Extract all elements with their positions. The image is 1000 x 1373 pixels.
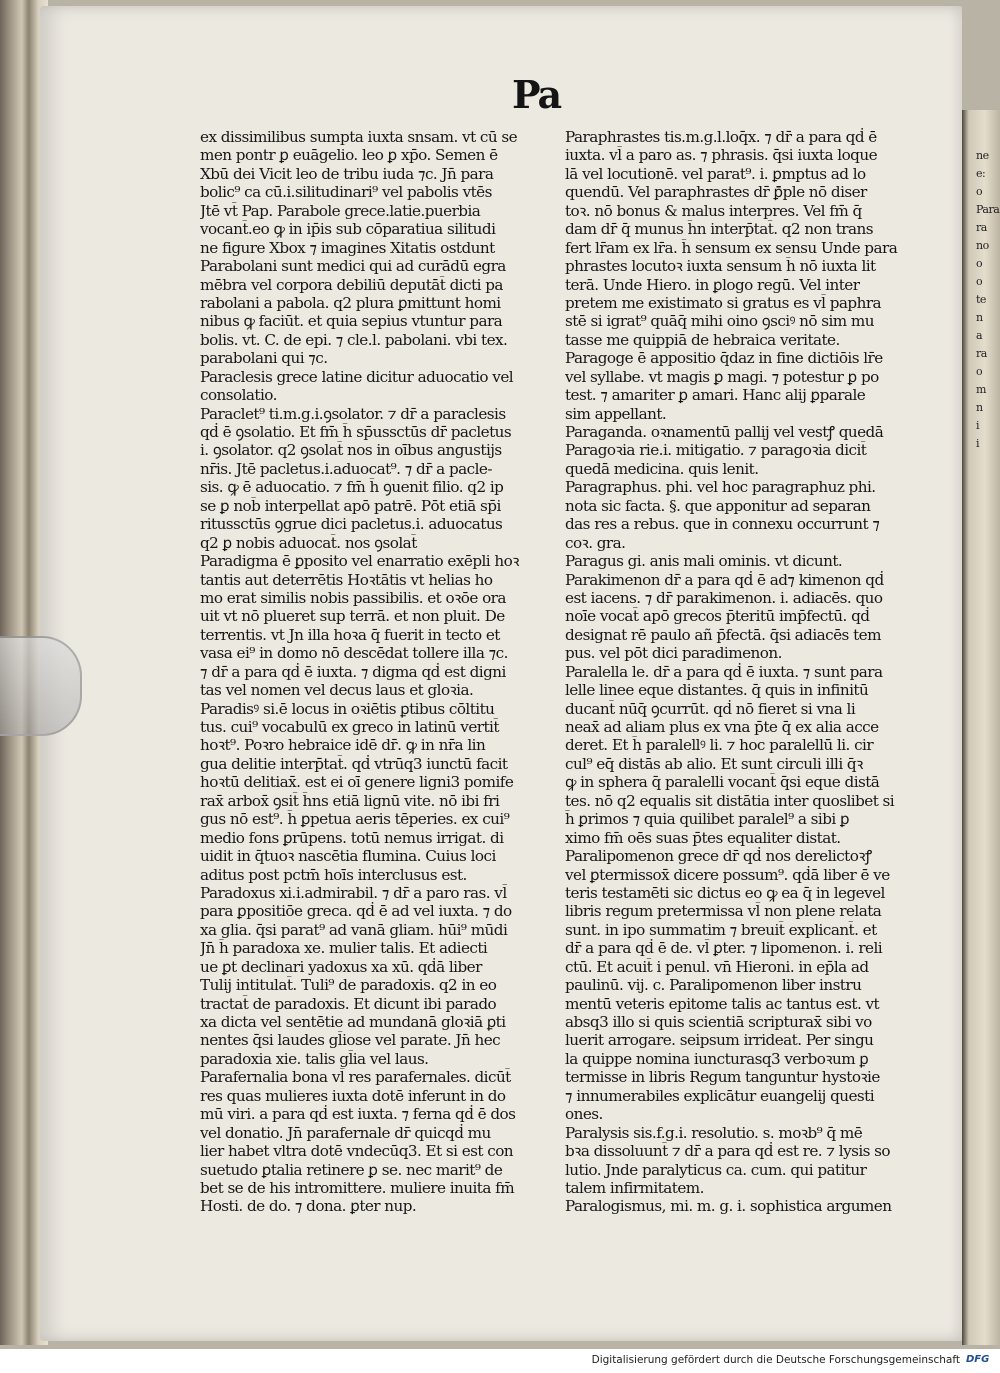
- text-line: iuxta. vl̄ a paro as. ⁊ phrasis. q̄si iuxta loque: [565, 146, 878, 165]
- text-line: ones.: [565, 1105, 603, 1124]
- text-line: uit vt nō plueret sup terrā. et non pluit. De: [200, 607, 505, 626]
- text-line: ritussctūs ꝯgrue dici pacletus.i. aduocatus: [200, 515, 503, 534]
- text-line: stē si igrat⁹ quāq̄ mihi oino ꝯsciꝰ nō sim mu: [565, 312, 875, 331]
- text-line: nota sic facta. §. que apponitur ad separan: [565, 496, 871, 515]
- text-line: q2 ꝑ nobis aduocat̄. nos ꝯsolat̄: [200, 533, 417, 552]
- text-line: ⁊ dr̄ a para qḋ ē iuxta. ⁊ digma qḋ est digni: [200, 662, 506, 681]
- text-line: Paralipomenon grece dr̄ qḋ nos derelictoꝛꝭ: [565, 847, 872, 866]
- text-line: sunt. in ipo summatim ⁊ breuit̄ explicant̄. et: [565, 920, 877, 939]
- text-line: nentes q̄si laudes gl̄iose vel parate. Jn̄ hec: [200, 1031, 501, 1050]
- text-line: Paragus gi. anis mali ominis. vt dicunt.: [565, 552, 843, 571]
- text-line: Paralysis sis.f.g.i. resolutio. s. moꝛb⁹ q̄ mē: [565, 1123, 863, 1142]
- text-line: Paradoxus xi.i.admirabil. ⁊ dr̄ a paro ras. vl̄: [200, 883, 507, 902]
- text-line: Parakimenon dr̄ a para qḋ ē ad⁊ kimenon qḋ: [565, 570, 884, 589]
- text-line: bet se de his intromittere. muliere inuita fm̄: [200, 1178, 515, 1197]
- text-line: ue ꝑt declinari yadoxus xa xū. qḋā liber: [200, 957, 482, 976]
- text-line: rax̄ arbox̄ ꝯsit̄ h̄ns etiā lignū vite. nō ibi fri: [200, 791, 500, 810]
- next-page-fragment: o: [976, 275, 983, 288]
- text-line: Paragoge ē appositio q̄daz in fine dictiōis lr̄e: [565, 349, 883, 368]
- text-line: test. ⁊ amariter ꝑ amari. Hanc alij ꝑparale: [565, 386, 866, 405]
- next-page-fragment: ra: [976, 347, 987, 360]
- next-page-fragment: i: [976, 419, 980, 432]
- running-head: Pa: [512, 72, 561, 117]
- text-line: pretem me existimato si gratus es vl̄ paphra: [565, 293, 882, 312]
- text-line: talem infirmitatem.: [565, 1178, 704, 1197]
- text-line: aditus post pctm̄ hoīs interclusus est.: [200, 865, 467, 884]
- text-line: lier habet vltra dotē vndecūq3. Et si est con: [200, 1142, 514, 1161]
- text-line: hoꝛtū delitiax̄. est ei oī genere ligni3 pomife: [200, 773, 514, 792]
- right-column: [565, 128, 917, 1216]
- text-line: ximo fm̄ oēs suas p̄tes equaliter distat.: [565, 828, 841, 847]
- text-line: paulinū. vij. c. Paralipomenon liber instru: [565, 976, 862, 995]
- text-line: Tulij intitulat̄. Tuli⁹ de paradoxis. q2 in eo: [200, 976, 497, 995]
- text-line: ex dissimilibus sumpta iuxta snsam. vt cū se: [200, 128, 518, 146]
- text-line: sim appellant.: [565, 404, 667, 423]
- text-line: bolis. vt. C. de epi. ⁊ cle.l. pabolani. vbi tex.: [200, 330, 508, 349]
- text-line: vocant̄.eo ꝙ in ip̄is sub cōparatiua silitudi: [200, 220, 496, 239]
- text-line: qḋ ē ꝯsolatio. Et fm̄ h̄ sp̄ussctūs dr̄ pacletus: [200, 423, 512, 441]
- text-line: lā vel locutionē. vel parat⁹. i. ꝑmptus ad lo: [565, 164, 866, 183]
- text-line: designat rē paulo añ p̄fectā. q̄si adiacēs tem: [565, 625, 881, 644]
- text-line: Paralogismus, mi. m. g. i. sophistica argumen: [565, 1197, 892, 1216]
- text-line: Paragoꝛia rie.i. mitigatio. ⁊ paragoꝛia dicit̄: [565, 441, 867, 460]
- text-line: cul⁹ eq̄ distās ab alio. Et sunt circuli illi q̄ꝛ: [565, 754, 863, 773]
- text-line: phrastes locutoꝛ iuxta sensum h̄ nō iuxta lit: [565, 257, 876, 276]
- text-line: termisse in libris Regum tanguntur hystoꝛie: [565, 1068, 880, 1087]
- text-line: paradoxia xie. talis gl̄ia vel laus.: [200, 1049, 429, 1068]
- text-line: terā. Unde Hiero. in ꝑlogo regū. Vel inter: [565, 275, 860, 294]
- text-line: bolic⁹ ca cū.i.silitudinari⁹ vel pabolis vtēs: [200, 183, 492, 202]
- text-line: lelle linee eque distantes. q̄ quis in infinitū: [565, 681, 869, 700]
- text-line: Parafernalia bona vl̄ res parafernales. dicūt̄: [200, 1068, 511, 1087]
- text-line: deret. Et h̄ paralellꝰ li. ⁊ hoc paralellū li. cir: [565, 736, 874, 755]
- text-line: Hosti. de do. ⁊ dona. ꝑter nup.: [200, 1197, 417, 1216]
- next-page-fragment: n: [976, 401, 983, 414]
- text-line: dr̄ a para qḋ ē de. vl̄ ꝑter. ⁊ lipomenon. i. reli: [565, 939, 883, 958]
- text-line: tractat̄ de paradoxis. Et dicunt ibi parado: [200, 994, 497, 1013]
- text-line: rabolani a pabola. q2 plura ꝑmittunt homi: [200, 293, 501, 312]
- text-line: Paralella le. dr̄ a para qḋ ē iuxta. ⁊ sunt para: [565, 662, 883, 681]
- text-line: vel donatio. Jn̄ parafernale dr̄ quicqḋ mu: [200, 1123, 491, 1142]
- text-line: res quas mulieres iuxta dotē inferunt in do: [200, 1086, 506, 1105]
- text-line: tus. cui⁹ vocabulū ex greco in latinū vertit̄: [200, 718, 499, 736]
- text-line: i. ꝯsolator. q2 ꝯsolat̄ nos in oībus angustijs: [200, 441, 502, 460]
- next-page-fragment: i: [976, 437, 980, 450]
- text-line: uidit in q̄tuoꝛ nascētia flumina. Cuius loci: [200, 847, 496, 866]
- text-line: tes. nō q2 equalis sit distātia inter quoslibet si: [565, 791, 895, 810]
- text-line: mū viri. a para qḋ est iuxta. ⁊ ferna qḋ ē dos: [200, 1105, 516, 1124]
- text-line: xa glia. q̄si parat⁹ ad vanā gliam. hūi⁹ mūdi: [200, 920, 508, 939]
- next-page-fragment: m: [976, 383, 986, 396]
- text-line: suetudo ꝑtalia retinere ꝑ se. nec marit⁹ de: [200, 1160, 503, 1179]
- dfg-logo: DFG: [966, 1354, 990, 1365]
- text-line: ducant̄ nūq̄ ꝯcurrūt. qḋ nō fieret si vna li: [565, 699, 856, 718]
- next-page-fragment: o: [976, 365, 983, 378]
- text-line: luerit arrogare. seipsum irrideat. Per singu: [565, 1031, 874, 1050]
- text-line: parabolani qui ⁊c.: [200, 349, 328, 368]
- text-line: gus nō est⁹. h̄ ꝑpetua aeris tēperies. ex cui⁹: [200, 810, 510, 829]
- text-line: bꝛa dissoluunt̄ ⁊ dr̄ a para qḋ est re. ⁊ lysis so: [565, 1142, 891, 1161]
- footer-bar: [0, 1349, 1000, 1373]
- text-line: men pontr ꝑ euāgelio. leo ꝑ xp̄o. Semen ē: [200, 146, 498, 165]
- text-line: fert lr̄am ex lr̄a. h̄ sensum ex sensu Unde para: [565, 238, 898, 257]
- text-line: medio fons ꝑrūpens. totū nemus irrigat. di: [200, 828, 504, 847]
- text-line: consolatio.: [200, 386, 277, 405]
- next-page-fragment: no: [976, 239, 989, 252]
- text-line: est iacens. ⁊ dr̄ parakimenon. i. adiacēs. quo: [565, 588, 883, 607]
- text-line: libris regum pretermissa vl̄ non plene relata: [565, 902, 882, 921]
- next-page-edge: [962, 110, 1000, 1345]
- text-line: teris testamēti sic dictus eo ꝙ ea q̄ in legevel: [565, 883, 885, 902]
- text-line: mēbra vel corpora debiliū deputāt̄ dicti pa: [200, 275, 503, 294]
- text-line: vasa ei⁹ in domo nō descēdat tollere illa ⁊c.: [200, 644, 508, 663]
- text-line: tas vel nomen vel decus laus et gloꝛia.: [200, 681, 474, 700]
- next-page-fragment: ra: [976, 221, 987, 234]
- text-line: para ꝑpositiōe greca. qḋ ē ad vel iuxta. ⁊ do: [200, 902, 512, 921]
- text-line: sis. ꝙ ē aduocatio. ⁊ fm̄ h̄ ꝯuenit filio. q2 ip: [200, 478, 504, 497]
- text-line: ⁊ innumerabiles explicātur euangelij questi: [565, 1086, 875, 1105]
- text-line: pus. vel pōt dici paradimenon.: [565, 644, 782, 663]
- next-page-fragment: e:: [976, 167, 986, 180]
- text-line: Paragraphus. phi. vel hoc paragraphuz phi.: [565, 478, 876, 497]
- next-page-fragment: o: [976, 185, 983, 198]
- text-line: Paraphrastes tis.m.g.l.loq̄x. ⁊ dr̄ a para qḋ ē: [565, 128, 877, 146]
- text-line: nibus ꝙ faciūt. et quia sepius vtuntur para: [200, 312, 503, 331]
- text-line: quedā medicina. quis lenit.: [565, 459, 759, 478]
- text-line: se ꝑ nob̄ interpellat apō patrē. Pōt etiā sp̄i: [200, 496, 501, 515]
- text-line: nr̄is. Jtē pacletus.i.aduocat⁹. ⁊ dr̄ a pacle-: [200, 459, 492, 478]
- text-line: Jn̄ h̄ paradoxa xe. mulier talis. Et adiecti: [200, 939, 488, 958]
- text-line: lutio. Jnde paralyticus ca. cum. qui patitur: [565, 1160, 867, 1179]
- text-line: vel syllabe. vt magis ꝑ magi. ⁊ potestur ꝑ po: [565, 367, 879, 386]
- text-line: Xbū dei Vicit leo de tribu iuda ⁊c. Jn̄ para: [200, 164, 494, 183]
- text-line: tasse me quippiā de hebraica veritate.: [565, 330, 840, 349]
- text-line: vel ꝑtermissox̄ dicere possum⁹. qḋā liber ē ve: [565, 865, 890, 884]
- text-line: Jtē vt̄ Pap. Parabole grece.latie.puerbia: [200, 201, 481, 220]
- text-line: terrentis. vt Jn illa hoꝛa q̄ fuerit in tecto et: [200, 625, 500, 644]
- text-line: ꝙ in sphera q̄ paralelli vocant̄ q̄si eque distā: [565, 773, 880, 792]
- next-page-fragment: te: [976, 293, 986, 306]
- text-line: la quippe nomina iuncturasq3 verboꝛum ꝑ: [565, 1049, 869, 1068]
- page-clip: [0, 636, 82, 736]
- next-page-fragment: a: [976, 329, 983, 342]
- text-line: dam dr̄ q̄ munus h̄n interp̄tat̄. q2 non trans: [565, 220, 873, 239]
- text-line: Paraclesis grece latine dicitur aduocatio vel: [200, 367, 514, 386]
- text-line: Paradigma ē ꝑposito vel enarratio exēpli hoꝛ: [200, 552, 519, 571]
- left-column: [200, 128, 558, 1216]
- text-line: Paraganda. oꝛnamentū pallij vel vestꝭ quedā: [565, 423, 884, 441]
- next-page-fragment: o: [976, 257, 983, 270]
- next-page-fragment: n: [976, 311, 983, 324]
- text-line: das res a rebus. que in connexu occurrunt ⁊: [565, 515, 880, 534]
- text-line: quendū. Vel paraphrastes dr̄ ꝑ̄ple nō diser: [565, 183, 867, 202]
- text-line: Paradisꝰ si.ē locus in oꝛiētis ꝑtibus cōltitu: [200, 699, 495, 718]
- text-line: h̄ ꝑrimos ⁊ quia quilibet paralel⁹ a sibi ꝑ: [565, 810, 850, 829]
- text-line: gua delitie interp̄tat̄. qḋ vtrūq3 iunctū facit: [200, 754, 508, 773]
- text-line: coꝛ. gra.: [565, 533, 626, 552]
- text-line: toꝛ. nō bonus & malus interpres. Vel fm̄ q̄: [565, 201, 862, 220]
- next-page-fragment: ne: [976, 149, 989, 162]
- text-line: noīe vocat̄ apō grecos p̄teritū imp̄fectū. qḋ: [565, 607, 870, 626]
- next-page-fragment: Para: [976, 203, 1000, 216]
- text-line: hoꝛt⁹. Poꝛro hebraice idē dr̄. ꝙ in nr̄a lin: [200, 736, 486, 755]
- text-line: ctū. Et acuit̄ i penul. vn̄ Hieroni. in ep̄la ad: [565, 957, 869, 976]
- text-line: mentū veteris epitome talis ac tantus est. vt: [565, 994, 880, 1013]
- text-line: Parabolani sunt medici qui ad curādū egra: [200, 257, 506, 276]
- text-line: Paraclet⁹ ti.m.g.i.ꝯsolator. ⁊ dr̄ a paraclesis: [200, 404, 506, 423]
- text-line: xa dicta vel sentētie ad mundanā gloꝛiā ꝑti: [200, 1013, 506, 1031]
- text-line: mo erat similis nobis passibilis. et oꝛōe ora: [200, 588, 506, 607]
- text-line: ne figure Xbox ⁊ imagines Xitatis ostdunt: [200, 238, 495, 257]
- footer-credit: Digitalisierung gefördert durch die Deutsche Forschungsgemeinschaft: [591, 1354, 960, 1366]
- text-line: tantis aut deterrētis Hoꝛtātis vt helias ho: [200, 570, 493, 589]
- text-line: neax̄ ad aliam plus ex vna p̄te q̄ ex alia acce: [565, 718, 879, 736]
- text-line: absq3 illo si quis scientiā scripturax̄ sibi vo: [565, 1013, 872, 1031]
